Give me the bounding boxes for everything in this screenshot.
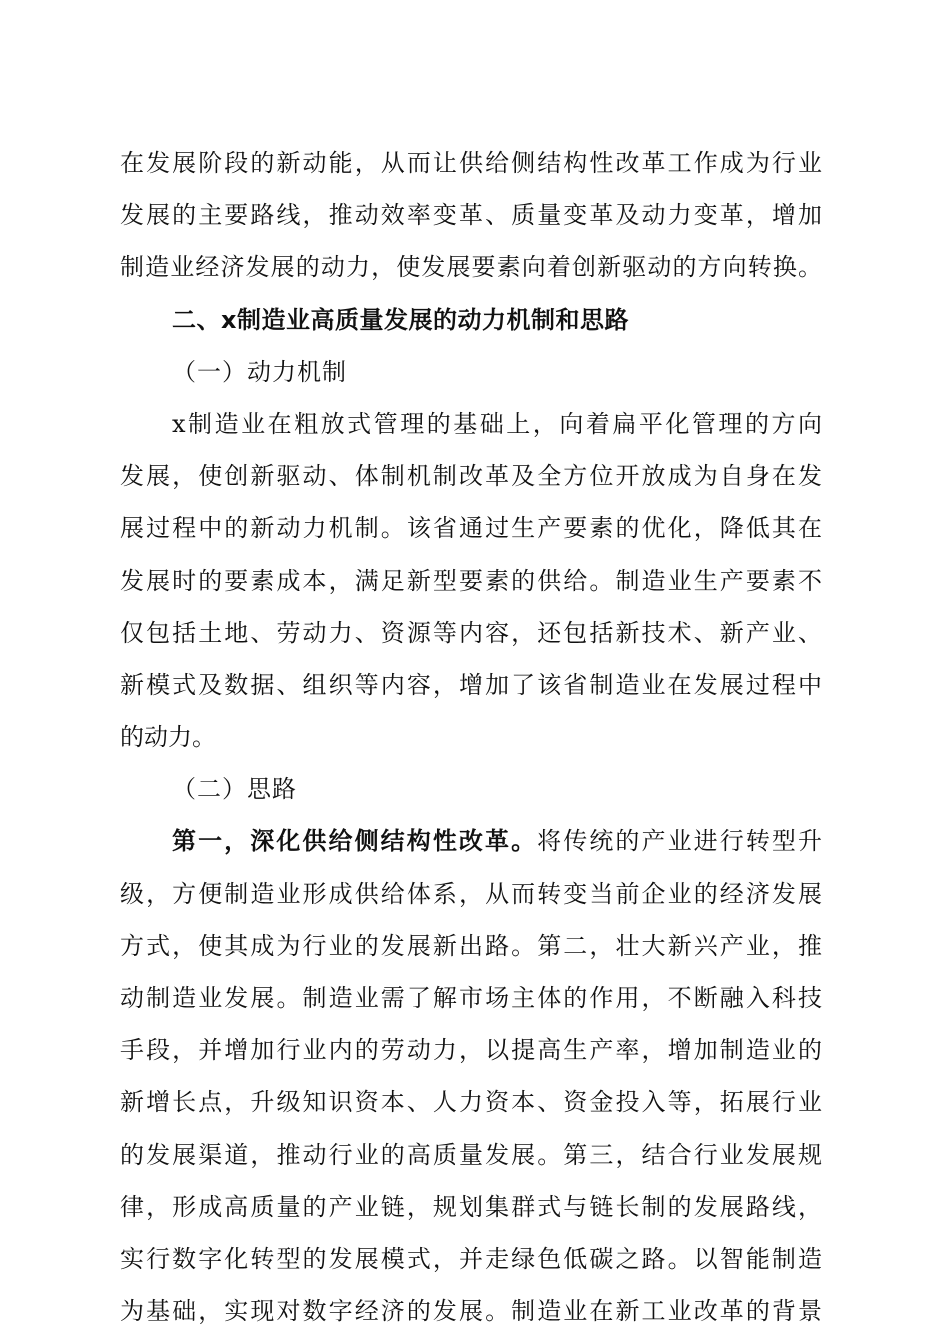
text-line: 级，方便制造业形成供给体系，从而转变当前企业的经济发展 — [120, 879, 822, 908]
paragraph-approach — [120, 815, 822, 1337]
document-body — [120, 137, 822, 1337]
lead-sentence-rest: 将传统的产业进行转型升 — [537, 827, 822, 856]
text-line: 展过程中的新动力机制。该省通过生产要素的优化，降低其在 — [120, 514, 822, 543]
text-line-lead — [120, 815, 822, 867]
text-line: 发展时的要素成本，满足新型要素的供给。制造业生产要素不 — [120, 566, 822, 595]
section-heading: 二、x制造业高质量发展的动力机制和思路 — [172, 305, 629, 334]
text-line: x制造业在粗放式管理的基础上，向着扁平化管理的方向 — [172, 409, 822, 438]
text-line: 在发展阶段的新动能，从而让供给侧结构性改革工作成为行业 — [120, 149, 822, 177]
text-line: 的发展渠道，推动行业的高质量发展。第三，结合行业发展规 — [120, 1140, 822, 1169]
text-line: 发展的主要路线，推动效率变革、质量变革及动力变革，增加 — [120, 201, 822, 230]
paragraph-mechanism — [120, 398, 822, 763]
subsection-title-mechanism: （一）动力机制 — [172, 357, 347, 386]
text-line: 动制造业发展。制造业需了解市场主体的作用，不断融入科技 — [120, 984, 822, 1012]
text-line: 制造业经济发展的动力，使发展要素向着创新驱动的方向转换。 — [120, 253, 822, 282]
text-line: 为基础，实现对数字经济的发展。制造业在新工业改革的背景 — [120, 1297, 822, 1326]
text-line: 手段，并增加行业内的劳动力，以提高生产率，增加制造业的 — [120, 1036, 822, 1065]
text-line: 新增长点，升级知识资本、人力资本、资金投入等，拓展行业 — [120, 1088, 822, 1117]
lead-sentence-bold: 第一，深化供给侧结构性改革。 — [172, 827, 538, 856]
text-line: 仅包括土地、劳动力、资源等内容，还包括新技术、新产业、 — [120, 618, 822, 647]
text-line: 新模式及数据、组织等内容，增加了该省制造业在发展过程中 — [120, 670, 822, 699]
text-line: 实行数字化转型的发展模式，并走绿色低碳之路。以智能制造 — [120, 1244, 822, 1273]
text-line: 方式，使其成为行业的发展新出路。第二，壮大新兴产业，推 — [120, 931, 822, 960]
paragraph-continuation — [120, 137, 822, 294]
text-line: 的动力。 — [120, 723, 216, 752]
text-line: 发展，使创新驱动、体制机制改革及全方位开放成为自身在发 — [120, 462, 822, 491]
text-line: 律，形成高质量的产业链，规划集群式与链长制的发展路线， — [120, 1192, 822, 1221]
subsection-title-approach: （二）思路 — [172, 775, 297, 804]
